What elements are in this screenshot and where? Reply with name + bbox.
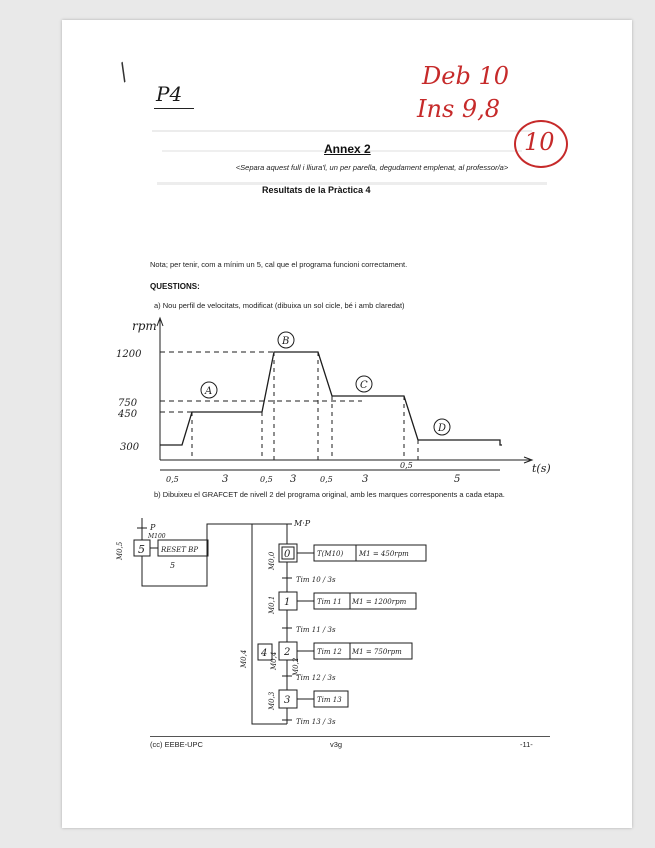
footer-center: v3g	[330, 740, 343, 749]
p4-underline	[154, 108, 194, 109]
segment-label-1: 0,5	[166, 475, 179, 484]
point-b-label: B	[282, 336, 290, 347]
pen-check-mark: /	[113, 60, 134, 85]
segment-label-7: 0,5	[400, 461, 413, 470]
action-0-speed: M1 = 450rpm	[359, 550, 409, 558]
action-3-timer: Tim 13	[317, 696, 342, 704]
side-label-m03: M0,3	[268, 691, 276, 710]
side-label-m01: M0,1	[268, 595, 276, 614]
transition-m100: M100	[148, 533, 166, 540]
transition-3: Tim 13 / 3s	[296, 718, 336, 726]
side-label-m05: M0,5	[116, 541, 124, 560]
y-tick-750: 750	[118, 398, 138, 409]
transition-2: Tim 12 / 3s	[296, 674, 336, 682]
segment-label-2: 3	[222, 474, 229, 485]
velocity-profile-line	[160, 352, 502, 445]
action-1-speed: M1 = 1200rpm	[352, 598, 407, 606]
grafcet-step-5-label: 5	[138, 543, 145, 556]
handwritten-grade-line1: Deb 10	[422, 62, 509, 90]
y-tick-1200: 1200	[116, 349, 142, 360]
segment-label-8: 5	[454, 474, 461, 485]
side-label-m04-left: M0,4	[240, 649, 248, 668]
segment-label-6: 3	[362, 474, 369, 485]
grafcet-diagram	[62, 510, 632, 730]
side-label-m04-right: M0,4	[270, 651, 278, 670]
transition-0: Tim 10 / 3s	[296, 576, 336, 584]
action-2-speed: M1 = 750rpm	[352, 648, 402, 656]
step5-bottom-label: 5	[170, 561, 176, 570]
point-a-label: A	[205, 386, 213, 397]
segment-label-5: 0,5	[320, 475, 333, 484]
segment-label-4: 3	[290, 474, 297, 485]
reset-action-text: RESET BP	[161, 546, 199, 554]
side-label-m00: M0,0	[268, 551, 276, 570]
questions-label: QUESTIONS:	[150, 282, 200, 291]
grafcet-step-3-label: 3	[284, 695, 291, 706]
footer-right: -11-	[520, 740, 533, 749]
circled-grade-value: 10	[524, 128, 555, 156]
grafcet-step-0-label: 0	[284, 549, 291, 560]
top-transition: M·P	[294, 519, 311, 528]
side-label-m02: M0,2	[292, 657, 300, 676]
handwritten-p4-label: P4	[156, 82, 183, 106]
circled-grade	[514, 120, 568, 168]
transition-1: Tim 11 / 3s	[296, 626, 336, 634]
transition-p: P	[150, 523, 156, 532]
grafcet-step-1-label: 1	[284, 597, 291, 608]
x-axis-label: t(s)	[532, 462, 551, 475]
grafcet-step-2-label: 2	[284, 647, 291, 658]
footer-rule	[150, 736, 550, 737]
footer-left: (cc) EEBE-UPC	[150, 740, 203, 749]
y-axis-label: rpm	[132, 319, 157, 333]
handwritten-grade-line2: Ins 9,8	[417, 95, 501, 123]
action-2-timer: Tim 12	[317, 648, 342, 656]
y-tick-300: 300	[120, 442, 140, 453]
point-d-label: D	[438, 423, 447, 434]
annex-title: Annex 2	[324, 142, 371, 156]
action-1-timer: Tim 11	[317, 598, 342, 606]
document-page	[62, 20, 632, 828]
question-b: b) Dibuixeu el GRAFCET de nivell 2 del programa original, amb les marques corresponents a cada etapa.	[154, 490, 505, 499]
action-0-timer: T(M10)	[317, 550, 344, 558]
grafcet-step-4-label: 4	[261, 648, 268, 659]
y-tick-450: 450	[118, 409, 138, 420]
velocity-profile-graph	[62, 300, 632, 490]
question-a: a) Nou perfil de velocitats, modificat (dibuixa un sol cicle, bé i amb claredat)	[154, 301, 405, 310]
point-c-label: C	[360, 380, 368, 391]
annex-subtitle: <Separa aquest full i lliura'l, un per parella, degudament emplenat, al professor/a>	[235, 163, 509, 172]
results-title: Resultats de la Pràctica 4	[262, 185, 371, 195]
note-text: Nota; per tenir, com a mínim un 5, cal que el programa funcioni correctament.	[150, 260, 408, 269]
segment-label-3: 0,5	[260, 475, 273, 484]
